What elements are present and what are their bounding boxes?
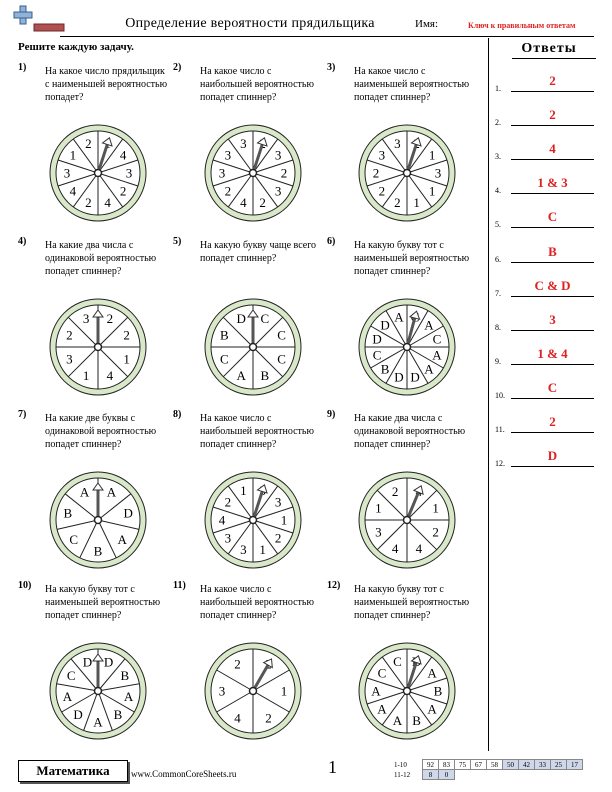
spinner-label: C [69, 531, 79, 547]
problem-number: 10) [18, 580, 32, 591]
spinner-label: 1 [82, 368, 90, 384]
spinner [203, 297, 303, 397]
spinner-label: D [103, 654, 114, 670]
spinner-label: 1 [432, 500, 439, 516]
spinner-label: A [236, 368, 246, 384]
answers-title-underline [512, 58, 596, 59]
spinner-hub [95, 517, 102, 524]
spinner-label: C [277, 327, 286, 343]
answers-title: Ответы [521, 41, 577, 56]
spinner-label: 2 [224, 183, 232, 199]
spinner-label: D [380, 317, 390, 333]
problem-text: На какое число прядильщик с наименьшей вероятностью попадет? [45, 66, 168, 103]
spinner-label: 1 [69, 147, 77, 163]
spinner-label: 4 [106, 368, 114, 384]
problem-text: На какие два числа с одинаковой вероятностью попадет спиннер? [354, 413, 466, 450]
problem-number: 6) [327, 236, 336, 247]
spinner-hub [404, 517, 411, 524]
score-row [394, 770, 583, 780]
score-row-label: 11-12 [394, 770, 411, 779]
spinner [48, 470, 148, 570]
score-cell: 0 [439, 770, 455, 780]
answer-value: B [548, 243, 557, 259]
spinner-label: D [236, 310, 246, 326]
spinner [357, 641, 457, 741]
answer-line[interactable] [511, 296, 594, 297]
spinner-label: 2 [224, 494, 232, 510]
spinner-label: 3 [240, 136, 247, 152]
answer-column-divider [488, 38, 489, 751]
spinner-label: 4 [104, 194, 111, 210]
answer-line[interactable] [511, 125, 594, 126]
answer-line[interactable] [511, 432, 594, 433]
spinner-label: C [393, 654, 402, 670]
spinner-hub [404, 170, 411, 177]
spinner [203, 641, 303, 741]
score-cell: 67 [471, 760, 487, 770]
score-cell: 17 [567, 760, 583, 770]
answer-value: 2 [549, 73, 556, 88]
spinner-label: C [377, 665, 387, 681]
answer-line[interactable] [511, 91, 594, 92]
spinner-label: 1 [280, 683, 288, 699]
spinner-label: B [93, 543, 103, 559]
spinner [357, 470, 457, 570]
answer-number: 8. [495, 322, 501, 332]
spinner-label: 1 [413, 194, 420, 210]
spinner-label: 2 [259, 194, 266, 210]
spinner-label: C [277, 351, 286, 367]
spinner-label: A [424, 317, 434, 333]
score-row [394, 760, 583, 770]
score-cell: 92 [423, 760, 439, 770]
spinner-label: 4 [119, 147, 127, 163]
spinner-label: B [260, 368, 270, 384]
spinner-label: 2 [280, 165, 288, 181]
problem-number: 1) [18, 62, 27, 73]
spinner-label: C [372, 347, 382, 363]
spinner-label: D [410, 369, 420, 385]
problem-text: На какие два числа с одинаковой вероятностью попадет спиннер? [45, 240, 157, 277]
spinner-label: B [63, 505, 73, 521]
problem-number: 4) [18, 236, 27, 247]
spinner-label: 4 [234, 710, 241, 726]
spinner-label: 3 [274, 147, 282, 163]
problem-number: 7) [18, 409, 27, 420]
spinner [203, 123, 303, 223]
problem-number: 5) [173, 236, 182, 247]
spinner-label: 1 [280, 512, 288, 528]
spinner-label: 1 [375, 500, 382, 516]
spinner-label: 2 [123, 327, 130, 343]
spinner [48, 297, 148, 397]
spinner-label: C [220, 351, 229, 367]
spinner-label: B [120, 668, 130, 683]
answer-line[interactable] [511, 364, 594, 365]
spinner-label: 2 [234, 656, 241, 672]
answer-number: 12. [495, 459, 505, 469]
spinner-label: A [123, 688, 134, 704]
answer-line[interactable] [511, 262, 594, 263]
answer-value: C & D [534, 277, 571, 293]
answer-number: 7. [495, 288, 501, 298]
spinner-label: 2 [265, 710, 272, 726]
problem-number: 8) [173, 409, 182, 420]
spinner-label: 1 [428, 147, 436, 163]
spinner-label: 2 [394, 194, 401, 210]
answer-number: 9. [495, 356, 501, 366]
spinner-label: 4 [391, 541, 399, 557]
spinner-label: C [432, 331, 442, 347]
score-cell: 58 [487, 760, 503, 770]
score-cell: 25 [551, 760, 567, 770]
score-cell: 75 [455, 760, 471, 770]
problem-number: 12) [327, 580, 341, 591]
problem-number: 11) [173, 580, 186, 591]
answer-value: 1 & 4 [537, 345, 568, 361]
problem-text: На какое число с наименьшей вероятностью попадет спиннер? [354, 66, 470, 103]
answer-number: 6. [495, 254, 501, 264]
spinner-label: D [82, 654, 93, 670]
score-table [394, 759, 583, 780]
answer-key-label: Ключ к правильным ответам [468, 21, 576, 30]
spinner-label: B [433, 683, 443, 699]
spinner-label: 2 [432, 524, 439, 540]
spinner-label: 3 [125, 165, 133, 181]
answer-value: 1 & 3 [537, 175, 568, 191]
spinner-label: A [392, 712, 403, 728]
problem-text: На какую букву чаще всего попадет спиннер? [200, 240, 317, 264]
name-label: Имя: [415, 18, 439, 30]
spinner-hub [404, 344, 411, 351]
score-cell: 42 [519, 760, 535, 770]
spinner-label: A [62, 688, 73, 704]
score-cell: 8 [423, 770, 439, 780]
spinner-label: D [372, 331, 382, 347]
answer-value: 4 [549, 141, 556, 157]
spinner-label: 1 [240, 483, 247, 499]
answer-number: 5. [495, 220, 501, 230]
score-cell: 83 [439, 760, 455, 770]
spinner-hub [95, 344, 102, 351]
spinner-label: 4 [69, 183, 77, 199]
answer-line[interactable] [511, 159, 594, 160]
score-row-label: 1-10 [394, 760, 407, 769]
spinner [357, 123, 457, 223]
spinner-label: 2 [274, 530, 282, 546]
spinner-label: A [93, 714, 103, 730]
answer-value: 2 [549, 414, 556, 429]
answer-number: 10. [495, 390, 505, 400]
spinner-label: C [260, 310, 270, 326]
answer-value: D [547, 448, 558, 464]
spinner-label: B [220, 327, 229, 343]
answer-line[interactable] [511, 398, 594, 399]
score-cell: 50 [503, 760, 519, 770]
spinner-label: 4 [240, 194, 247, 210]
spinner-label: A [79, 484, 90, 500]
spinner-label: 2 [391, 483, 399, 499]
spinner-label: 3 [218, 165, 226, 181]
spinner-label: B [113, 707, 123, 723]
spinner-label: 2 [106, 310, 114, 326]
spinner-label: A [427, 665, 437, 681]
spinner-hub [95, 170, 102, 177]
spinner-hub [250, 688, 257, 695]
answer-value: 3 [549, 311, 556, 327]
answer-line[interactable] [511, 466, 594, 467]
spinner-label: A [432, 347, 442, 363]
answer-value: C [547, 209, 558, 225]
page-number: 1 [328, 757, 337, 777]
spinner-label: A [394, 309, 404, 325]
spinner-label: A [371, 683, 381, 699]
answer-line[interactable] [511, 330, 594, 331]
spinner-label: 3 [375, 524, 382, 540]
spinner-label: 4 [415, 541, 423, 557]
answer-number: 2. [495, 118, 501, 128]
brand-label: Математика [36, 763, 110, 778]
spinner-label: 1 [123, 351, 130, 367]
spinner [357, 297, 457, 397]
answer-number: 11. [495, 425, 505, 434]
problem-text: На какое число с наибольшей вероятностью попадет спиннер? [200, 584, 314, 621]
spinner-label: 3 [63, 165, 71, 181]
spinner-label: 3 [434, 165, 442, 181]
answer-number: 1. [495, 84, 501, 93]
spinner-label: 2 [85, 136, 92, 152]
answer-value: 2 [549, 107, 556, 123]
spinner-label: C [66, 668, 76, 683]
spinner-label: 3 [224, 147, 232, 163]
spinner [48, 641, 148, 741]
spinner-label: D [394, 369, 404, 385]
problem-text: На какое число с наибольшей вероятностью попадет спиннер? [200, 66, 314, 103]
spinner-label: 1 [428, 183, 436, 199]
spinner-label: 3 [274, 494, 282, 510]
problem-number: 2) [173, 62, 182, 73]
spinner-hub [250, 344, 257, 351]
spinner-label: A [424, 361, 434, 377]
answer-number: 3. [495, 152, 501, 162]
spinner-label: A [427, 701, 437, 717]
spinner-label: A [377, 701, 387, 717]
spinner-hub [95, 688, 102, 695]
spinner-label: 3 [218, 683, 226, 699]
spinner-label: 3 [82, 310, 90, 326]
spinner-label: 3 [240, 541, 247, 557]
spinner-label: D [123, 505, 133, 521]
problem-text: На какую букву тот с наименьшей вероятностью попадет спиннер? [354, 240, 470, 277]
spinner-label: 2 [85, 194, 92, 210]
spinner-label: 3 [378, 147, 386, 163]
spinner-hub [404, 688, 411, 695]
spinner [48, 123, 148, 223]
spinner-label: 2 [372, 165, 380, 181]
answer-number: 4. [495, 186, 501, 196]
answer-line[interactable] [511, 193, 594, 194]
header-rule [60, 36, 594, 37]
spinner-hub [250, 170, 257, 177]
spinner-hub [250, 517, 257, 524]
instructions: Решите каждую задачу. [18, 41, 134, 53]
answer-value: C [547, 379, 558, 395]
spinner-label: A [106, 484, 117, 500]
spinner-label: 3 [394, 136, 401, 152]
spinner-label: A [117, 531, 127, 547]
problem-number: 9) [327, 409, 336, 420]
problem-text: На какую букву тот с наименьшей вероятностью попадет спиннер? [45, 584, 161, 621]
problem-text: На какое число с наибольшей вероятностью попадет спиннер? [200, 413, 314, 450]
spinner-label: 3 [66, 351, 73, 367]
score-cell: 33 [535, 760, 551, 770]
spinner-label: 3 [274, 183, 282, 199]
spinner-label: 3 [224, 530, 232, 546]
spinner-label: B [412, 712, 421, 728]
problem-text: На какую букву тот с наименьшей вероятностью попадет спиннер? [354, 584, 470, 621]
page-title: Определение вероятности прядильщика [125, 16, 375, 31]
site-url: www.CommonCoreSheets.ru [131, 769, 237, 779]
spinner-label: D [73, 707, 83, 723]
spinner-label: 2 [119, 183, 127, 199]
spinner-label: B [380, 361, 390, 377]
problem-text: На какие две буквы с одинаковой вероятностью попадет спиннер? [45, 413, 157, 450]
spinner [203, 470, 303, 570]
spinner-label: 1 [259, 541, 266, 557]
spinner-label: 2 [66, 327, 73, 343]
spinner-label: 2 [378, 183, 386, 199]
problem-number: 3) [327, 62, 336, 73]
spinner-label: 4 [218, 512, 226, 528]
answer-line[interactable] [511, 227, 594, 228]
